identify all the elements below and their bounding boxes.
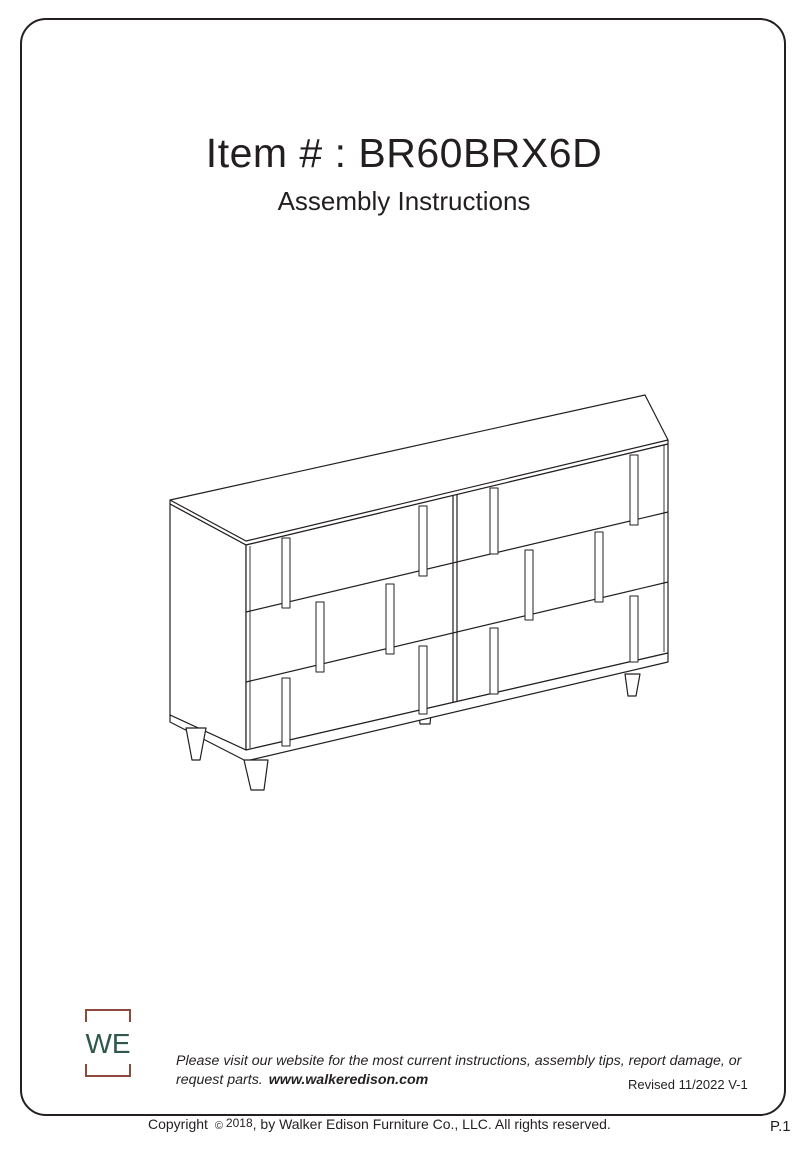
drawer-handle xyxy=(490,488,498,554)
drawer-handle xyxy=(282,678,290,746)
assembly-instructions-subtitle: Assembly Instructions xyxy=(277,186,531,216)
drawer-handle xyxy=(630,596,638,662)
dresser-leg xyxy=(625,674,640,696)
page-number: P.1 xyxy=(770,1118,791,1135)
dresser-illustration xyxy=(160,390,680,800)
drawer-handle xyxy=(419,506,427,576)
drawer-handle xyxy=(490,628,498,694)
copyright-line xyxy=(148,1116,611,1132)
copyright-prefix: Copyright xyxy=(148,1116,208,1132)
copyright-year: 2018 xyxy=(225,1116,253,1130)
dresser-leg xyxy=(186,728,206,760)
copyright-symbol: © xyxy=(214,1120,223,1132)
logo-text: WE xyxy=(85,1028,131,1059)
walker-edison-logo xyxy=(78,1008,138,1078)
drawer-handle xyxy=(595,532,603,602)
revision-label: Revised 11/2022 V-1 xyxy=(628,1077,748,1092)
website-link[interactable]: www.walkeredison.com xyxy=(268,1071,429,1088)
website-notice-text: Please visit our website for the most current instructions, assembly tips, report damage, or request parts. xyxy=(176,1053,742,1088)
drawer-handle xyxy=(419,646,427,714)
dresser-side xyxy=(170,504,246,750)
drawer-handle xyxy=(316,602,324,672)
drawer-handle xyxy=(282,538,290,608)
drawer-handle xyxy=(386,584,394,654)
copyright-suffix: , by Walker Edison Furniture Co., LLC. All rights reserved. xyxy=(252,1116,611,1132)
item-number-title: Item # : BR60BRX6D xyxy=(205,130,603,176)
drawer-handle xyxy=(525,550,533,620)
dresser-leg xyxy=(244,760,268,790)
drawer-handle xyxy=(630,455,638,525)
